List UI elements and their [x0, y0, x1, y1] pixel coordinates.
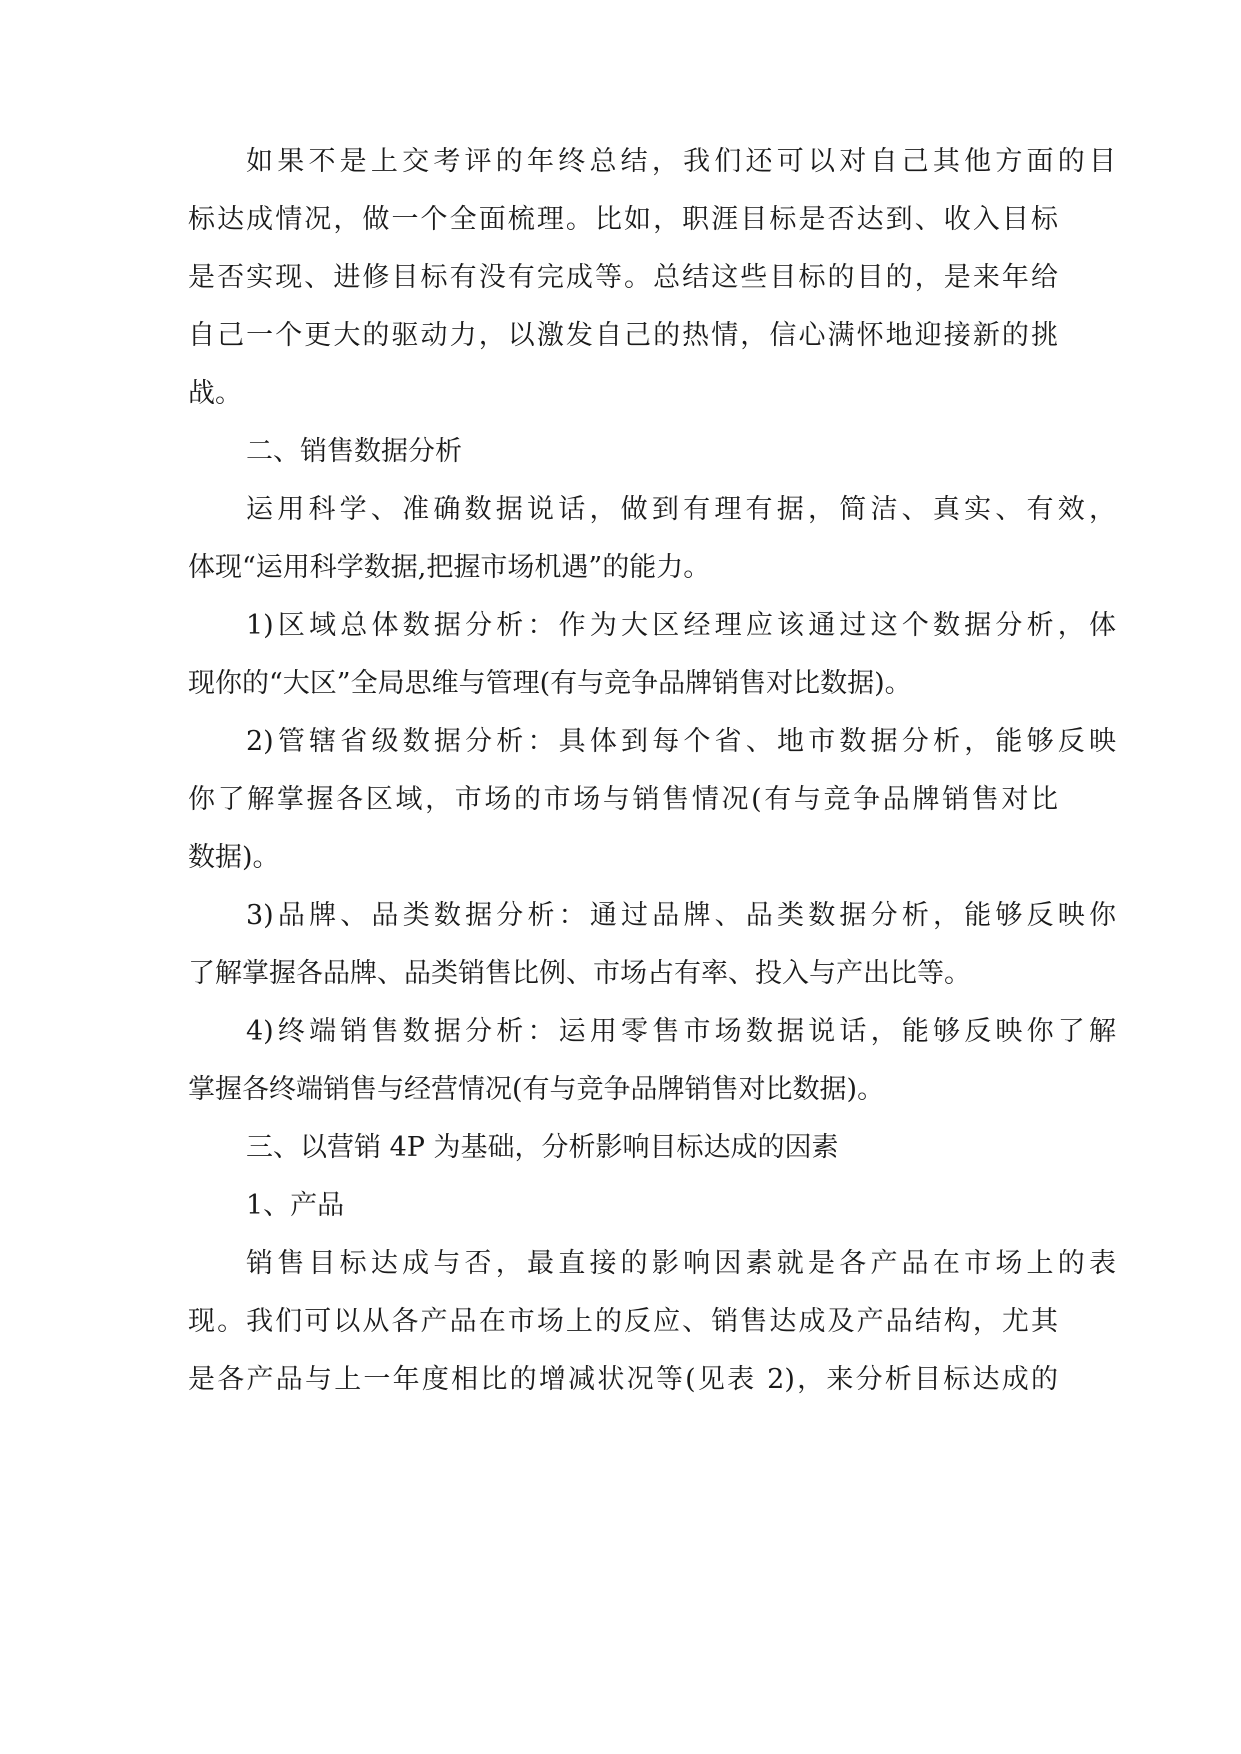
- paragraph-line: 体现“运用科学数据,把握市场机遇”的能力。: [188, 552, 711, 583]
- paragraph-line: 如果不是上交考评的年终总结，我们还可以对自己其他方面的目: [246, 146, 1116, 177]
- list-item-line: 3)品牌、品类数据分析：通过品牌、品类数据分析，能够反映你: [246, 900, 1116, 931]
- section-heading: 二、销售数据分析: [246, 436, 462, 467]
- paragraph-line: 自己一个更大的驱动力，以激发自己的热情，信心满怀地迎接新的挑: [188, 320, 1058, 351]
- paragraph-line: 标达成情况，做一个全面梳理。比如，职涯目标是否达到、收入目标: [188, 204, 1058, 235]
- paragraph-line: 现。我们可以从各产品在市场上的反应、销售达成及产品结构，尤其: [188, 1306, 1058, 1337]
- paragraph-line: 是否实现、进修目标有没有完成等。总结这些目标的目的，是来年给: [188, 262, 1058, 293]
- subsection-heading: 1、产品: [246, 1190, 345, 1221]
- list-item-line: 掌握各终端销售与经营情况(有与竞争品牌销售对比数据)。: [188, 1074, 885, 1105]
- list-item-line: 2)管辖省级数据分析：具体到每个省、地市数据分析，能够反映: [246, 726, 1116, 757]
- list-item-line: 4)终端销售数据分析：运用零售市场数据说话，能够反映你了解: [246, 1016, 1116, 1047]
- list-item-line: 你了解掌握各区域，市场的市场与销售情况(有与竞争品牌销售对比: [188, 784, 1058, 815]
- section-heading: 三、以营销 4P 为基础，分析影响目标达成的因素: [246, 1132, 839, 1163]
- paragraph-line: 战。: [188, 378, 242, 409]
- list-item-line: 了解掌握各品牌、品类销售比例、市场占有率、投入与产出比等。: [188, 958, 971, 989]
- list-item-line: 现你的“大区”全局思维与管理(有与竞争品牌销售对比数据)。: [188, 668, 912, 699]
- paragraph-line: 销售目标达成与否，最直接的影响因素就是各产品在市场上的表: [246, 1248, 1116, 1279]
- list-item-line: 1)区域总体数据分析：作为大区经理应该通过这个数据分析，体: [246, 610, 1116, 641]
- paragraph-line: 运用科学、准确数据说话，做到有理有据，简洁、真实、有效，: [246, 494, 1116, 525]
- list-item-line: 数据)。: [188, 842, 280, 873]
- paragraph-line: 是各产品与上一年度相比的增减状况等(见表 2)，来分析目标达成的: [188, 1364, 1058, 1395]
